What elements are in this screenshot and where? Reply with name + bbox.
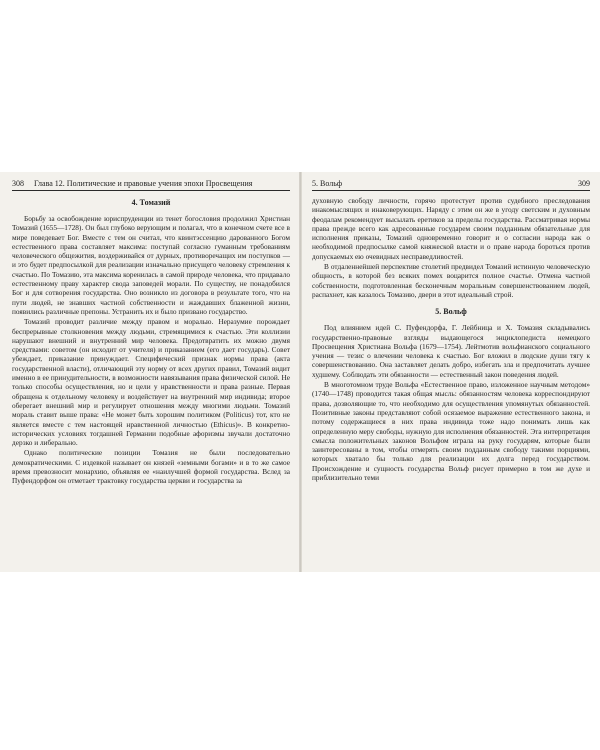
paragraph: духовную свободу личности, горячо протестует против судебного преследования инакомыслящих и инаковерующих. Наряду с этим он же в угоду светским и духовным феодалам рекомендует высылать еретиков за пределы государства. Рассматривая нормы права прежде всего как адресованные государем своим подданным обязательные для исполнения приказы, Томазий одновременно говорит и о согласии народа как о необходимой предпосылке самой княжеской власти и о праве народа бороться против допускаемых ею очевидных несправедливостей. — [312, 196, 590, 261]
paragraph: В отдаленнейшей перспективе столетий предвидел Томазий истинную человеческую общность, в которой без всяких помех воцарится полное счастье. Отмена частной собственности, подготовленная бесконечным моральным совершенствованием людей, распахнет, как казалось Томазию, двери в этот идеальный строй. — [312, 262, 590, 299]
paragraph: Однако политические позиции Томазия не были последовательно демократическими. С издевкой называет он князей «земными богами» и в то же самое время превозносит монархию, объявляя ее «наилучшей формой государства. Вслед за Пуфендорфом он отметает трактовку государства церкви и государства за — [12, 448, 290, 486]
paragraph: Томазий проводит различие между правом и моралью. Неразумие порождает беспрерывные столкновения между людьми, стремящимися к счастью. Эти коллизии нарушают внешний и внутренний мир человека. Предотвратить их можно двумя средствами: советом (он исходит от учителя) и приказанием (его дает государь). Совет убеждает, приказание принуждает. Специфический признак нормы права (акта государственной власти), отличающий эту норму от всех других правил, Томазий видит именно в ее принудительности, в возможности навязывания права физической силой. Не только способы осуществления, но и цели у нравственности и права разные. Первая обращена к отдельному человеку и воздействует на внутренний мир индивида; второе оберегает внешний мир и регулирует отношения между многими людьми. Томазий мораль ставит выше права: «Не может быть хорошим политиком (Politicus) тот, кто не является вместе с тем настоящей нравственной личностью (Ethicus)». В конкретно-исторических условиях тогдашней Германии подобные афоризмы звучали достаточно дерзко и либерально. — [12, 317, 290, 448]
section-title-thomasius: 4. Томазий — [131, 198, 171, 207]
right-running-head — [312, 178, 590, 191]
right-running-title: 5. Вольф — [312, 179, 343, 188]
left-page-number: 308 — [12, 179, 24, 188]
book-gutter — [299, 172, 302, 572]
left-running-title: Глава 12. Политические и правовые учения эпохи Просвещения — [34, 179, 253, 188]
right-page — [312, 178, 590, 570]
paragraph: В многотомном труде Вольфа «Естественное право, изложенное научным методом» (1740—1748) проводится такая общая мысль: обязанностям человека корреспондируют права, дозволяющие то, что необходимо для осуществления упомянутых обязанностей. Позитивные законы представляют собой осязаемое выражение естественного закона, и потому содержащиеся в них права индивида тоже надо понимать лишь как определенную меру свободы, нужную для исполнения обязанностей. Эта интерпретация смысла положительных законов Вольфом играла на руку государям, которые были заинтересованы в том, чтобы отмерять своим подданным свободу такими порциями, которых хватало бы только для реализации их долга перед государством. Происхождение и сущность государства Вольф рисует примерно в том же духе и приблизительно теми — [312, 380, 590, 483]
left-page — [12, 178, 290, 570]
paragraph: Борьбу за освобождение юриспруденции из тенет богословия продолжил Христиан Томазий (1655—1728). Он был глубоко верующим и полагал, что в конечном счете все в мире поведевает Бог. Вместе с тем он считал, что квинтэссенцию дарованного Богом естественного права составляет максима: поступай согласно гуманным требованиям человеческого общежития, воздерживайся от дурных, противоречащих им поступков — и это будет предпосылкой для реализации изначально присущего человеку стремления к счастью. По Томазию, эта максима коренилась в самой природе человека, что придавало естественному праву характер свода заповедей морали. По существу, не понадобился Бог и для сотворения государства. Оно возникло из договора в результате того, что на пути людей, не знавших частной собственности и жаждавших блаженной жизни, появились различные препоны. Устранить их и было призвано государство. — [12, 214, 290, 316]
paragraph: Под влиянием идей С. Пуфендорфа, Г. Лейбница и Х. Томазия складывались государственно-правовые взгляды выдающегося энциклопедиста немецкого Просвещения Христиана Вольфа (1679—1754). Лейтмотив вольфианского социального учения — тезис о влечении человека к счастью. Бог вложил в людские души тягу к совершенствованию. Она заставляет делать добро, избегать зла и предпочитать лучшее худшему. Соблюдать эти обязанности — естественный закон поведения людей. — [312, 323, 590, 379]
book-spread — [0, 172, 600, 572]
left-running-head — [12, 178, 290, 191]
section-title-wolff: 5. Вольф — [435, 307, 467, 317]
right-page-number: 309 — [578, 179, 590, 188]
